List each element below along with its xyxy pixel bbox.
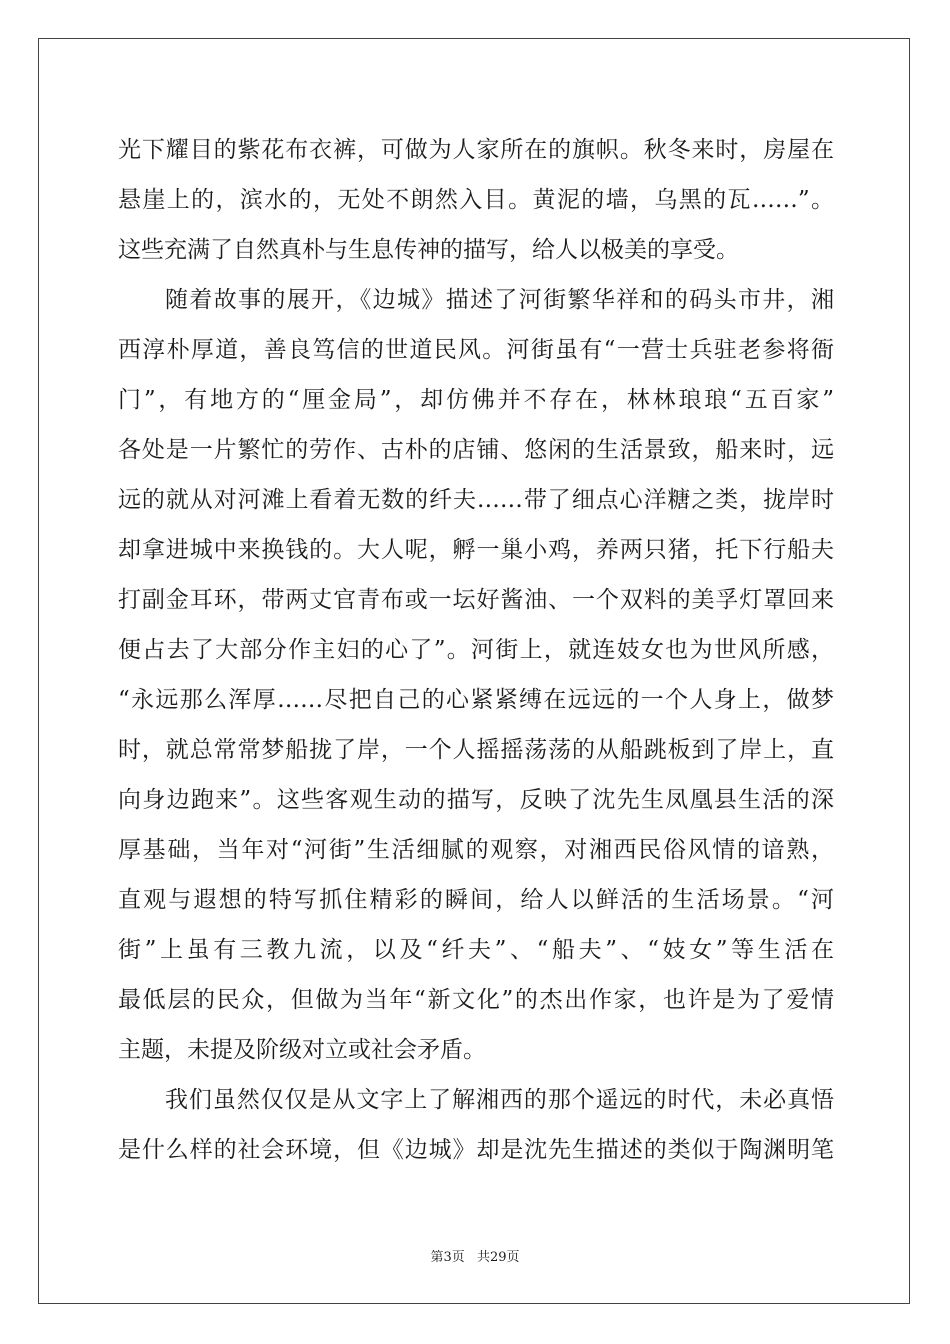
text-line: 打副金耳环，带两丈官青布或一坛好酱油、一个双料的美孚灯罩回来 [118, 587, 834, 613]
page-number: 第3页 [430, 1250, 465, 1265]
text-line: 时，就总常常梦船拢了岸，一个人摇摇荡荡的从船跳板到了岸上，直 [118, 737, 834, 763]
text-line: 我们虽然仅仅是从文字上了解湘西的那个遥远的时代，未必真悟 [165, 1087, 834, 1113]
text-line: 最低层的民众，但做为当年“新文化”的杰出作家，也许是为了爱情 [118, 987, 834, 1013]
text-line: 光下耀目的紫花布衣裤，可做为人家所在的旗帜。秋冬来时，房屋在 [118, 137, 834, 163]
text-line: “永远那么浑厚……尽把自己的心紧紧缚在远远的一个人身上，做梦 [118, 687, 834, 713]
text-line: 这些充满了自然真朴与生息传神的描写，给人以极美的享受。 [118, 237, 739, 263]
text-line: 随着故事的展开，《边城》描述了河街繁华祥和的码头市井，湘 [165, 287, 834, 313]
text-line: 主题，未提及阶级对立或社会矛盾。 [118, 1037, 486, 1063]
page-total: 共29页 [476, 1250, 520, 1265]
text-line: 直观与遐想的特写抓住精彩的瞬间，给人以鲜活的生活场景。“河 [118, 887, 834, 913]
text-line: 悬崖上的，滨水的，无处不朗然入目。黄泥的墙，乌黑的瓦……”。 [118, 187, 834, 213]
text-line: 却拿进城中来换钱的。大人呢，孵一巢小鸡，养两只猪，托下行船夫 [118, 537, 834, 563]
text-line: 西淳朴厚道，善良笃信的世道民风。河街虽有“一营士兵驻老参将衙 [118, 337, 834, 363]
text-line: 是什么样的社会环境，但《边城》却是沈先生描述的类似于陶渊明笔 [118, 1137, 834, 1163]
text-line: 各处是一片繁忙的劳作、古朴的店铺、悠闲的生活景致，船来时，远 [118, 437, 834, 463]
text-line: 门”，有地方的“厘金局”，却仿佛并不存在，林林琅琅“五百家” [118, 387, 834, 413]
page-footer [0, 1250, 950, 1266]
text-line: 向身边跑来”。这些客观生动的描写，反映了沈先生凤凰县生活的深 [118, 787, 834, 813]
text-line: 街”上虽有三教九流，以及“纤夫”、“船夫”、“妓女”等生活在 [118, 937, 834, 963]
text-line: 远的就从对河滩上看着无数的纤夫……带了细点心洋糖之类，拢岸时 [118, 487, 834, 513]
text-line: 厚基础，当年对“河街”生活细腻的观察，对湘西民俗风情的谙熟， [118, 837, 834, 863]
text-line: 便占去了大部分作主妇的心了”。河街上，就连妓女也为世风所感， [118, 637, 834, 663]
